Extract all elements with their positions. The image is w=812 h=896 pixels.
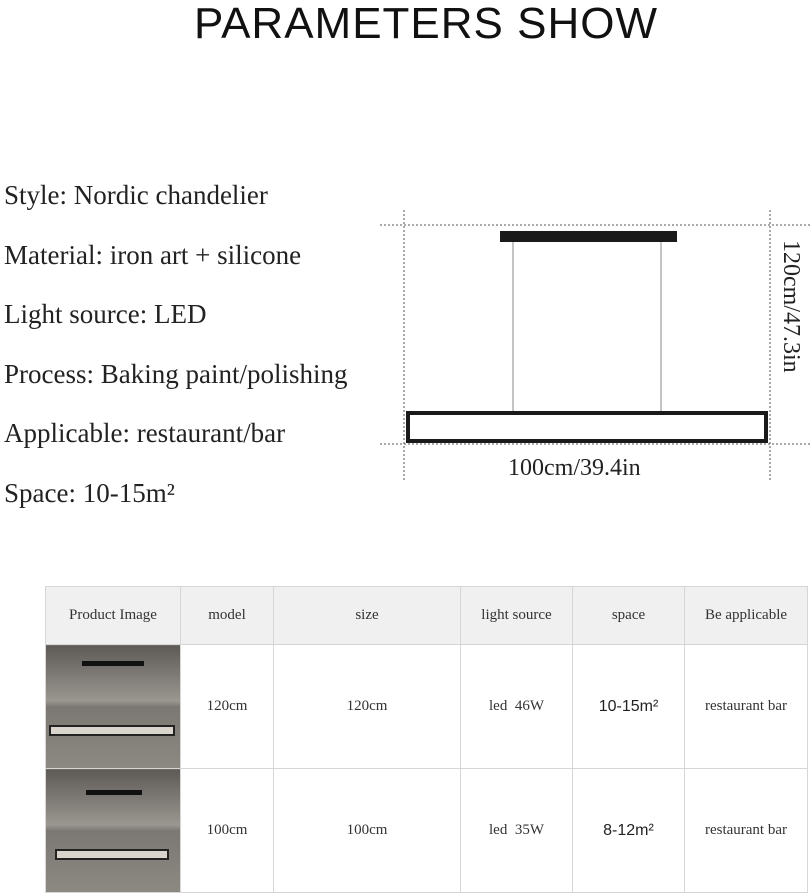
spec-material: Material: iron art + silicone xyxy=(4,239,302,270)
column-header-light-source: light source xyxy=(461,587,573,645)
model-cell: 100cm xyxy=(181,769,274,893)
column-header-size: size xyxy=(274,587,461,645)
model-cell: 120cm xyxy=(181,645,274,769)
height-label: 120cm/47.3in xyxy=(778,240,804,373)
size-cell: 100cm xyxy=(274,769,461,893)
lamp-frame xyxy=(408,413,766,441)
spec-applicable: Applicable: restaurant/bar xyxy=(4,418,286,448)
space-cell: 8-12m² xyxy=(573,769,685,893)
table-row xyxy=(46,769,808,893)
column-header-applicable: Be applicable xyxy=(685,587,808,645)
column-header-space: space xyxy=(573,587,685,645)
table-row xyxy=(46,645,808,769)
product-image-cell xyxy=(46,769,181,893)
table-header-row xyxy=(46,587,808,645)
column-header-model: model xyxy=(181,587,274,645)
page-title: PARAMETERS SHOW xyxy=(193,0,658,48)
space-cell: 10-15m² xyxy=(573,645,685,769)
light-source-cell: led 46W xyxy=(461,645,573,769)
spec-list xyxy=(4,172,348,529)
spec-light-source: Light source: LED xyxy=(4,299,207,329)
column-header-product-image: Product Image xyxy=(46,587,181,645)
size-cell: 120cm xyxy=(274,645,461,769)
spec-style: Style: Nordic chandelier xyxy=(4,180,268,210)
canopy-bar xyxy=(500,231,677,242)
spec-table-container xyxy=(45,586,807,893)
product-thumbnail-120cm xyxy=(46,646,180,768)
spec-process: Process: Baking paint/polishing xyxy=(4,358,348,389)
product-thumbnail-100cm xyxy=(46,770,180,892)
applicable-cell: restaurant bar xyxy=(685,769,808,893)
applicable-cell: restaurant bar xyxy=(685,645,808,769)
light-source-cell: led 35W xyxy=(461,769,573,893)
dimension-diagram xyxy=(380,205,812,490)
spec-table xyxy=(45,586,808,893)
spec-space: Space: 10-15m² xyxy=(4,477,175,508)
width-label: 100cm/39.4in xyxy=(508,455,641,481)
product-image-cell xyxy=(46,645,181,769)
